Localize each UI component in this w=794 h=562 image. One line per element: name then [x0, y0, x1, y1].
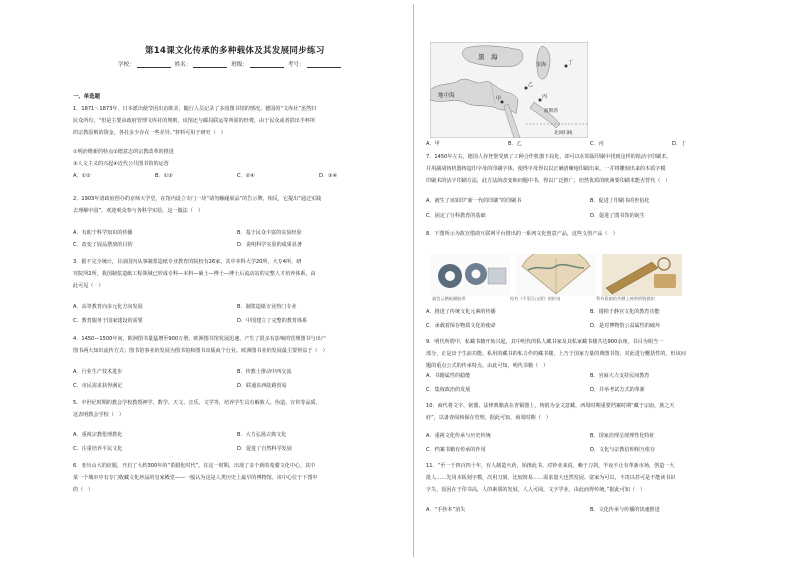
- q4-line-2: 图书两大知识流传方式；图书馆事业的发展为图书馆和图书出版商个行业。欧洲图书业的发展最主要得益于（ ）: [73, 348, 328, 354]
- q8-option-b[interactable]: B．错掉于静宫文化的教育功能: [590, 309, 660, 315]
- map-svg: [430, 42, 588, 138]
- q9-line-1: 9．明代所谓中，私藏书籍开始兴起，其中明代的私人藏书家及其私家藏书楼共达900余座、书目为相当一: [426, 339, 664, 345]
- q2-option-a[interactable]: A．有助于科学知识的传播: [73, 230, 133, 236]
- q1-option-a[interactable]: A．①②: [73, 173, 91, 179]
- question-2: [73, 193, 403, 217]
- q8-image-tape: [430, 254, 510, 296]
- q1-option-b[interactable]: B．①③: [155, 173, 173, 179]
- q3-line-3: 此可见（ ）: [73, 283, 104, 289]
- q2-option-d[interactable]: D．说明科学实验的成果显著: [237, 242, 303, 248]
- q10-option-c[interactable]: C．档案书籍有传承的作用: [426, 447, 486, 453]
- question-9: [426, 336, 760, 372]
- q4-option-c[interactable]: C．市民需求获得满足: [73, 383, 123, 389]
- q7-option-d[interactable]: D．促进了图书馆的诞生: [590, 213, 645, 219]
- q9-option-a[interactable]: A．书籍属性的稳能: [426, 373, 471, 379]
- q5-line-1: 5．中世纪时期的教会学校教授神学、数学、天文、音乐、文学等，培养学生具有解救人、伪造、宣传等品质。: [73, 400, 321, 406]
- q8-caption-2: 绘有《千里江山图》的折扇: [510, 296, 561, 301]
- q7-line-3: 印刷术的活字印刷方法，此方法的改变和问题中书，得以广泛推广，但然优质的欧洲要印刷术能否替代（ ）: [426, 178, 671, 184]
- section-heading: 一、单选题: [73, 94, 100, 100]
- q11-option-a[interactable]: A．“手抄本”消失: [426, 507, 466, 513]
- q6-line-3: 的（ ）: [73, 487, 94, 493]
- label-mediterranean: 地中海: [438, 93, 455, 99]
- q8-caption-3: 利有板箱的苦栖上神兽钥链插扣: [596, 296, 655, 301]
- question-7: [426, 151, 760, 187]
- class-blank[interactable]: [250, 63, 284, 68]
- q1-statement-2: ③人文主义的兴起④近代公共图书馆的运营: [73, 161, 169, 167]
- school-blank[interactable]: [137, 63, 171, 68]
- label-b: 乙: [528, 82, 534, 88]
- label-a: 甲: [496, 96, 502, 102]
- q2-option-c[interactable]: C．改变了展品摆放的目的: [73, 242, 133, 248]
- q9-option-d[interactable]: D．并举考试方式的革新: [590, 387, 645, 393]
- column-divider: [413, 4, 414, 557]
- name-blank[interactable]: [193, 63, 227, 68]
- q7-line-1: 7．1450年左右，德国人谷登堡受到了工种合作机器下局化，却可以在铅版印刷中找到这样的铅活字印刷术，: [426, 154, 672, 160]
- q4-option-b[interactable]: B．传教士推动中西交流: [237, 369, 292, 375]
- q11-line-3: 字失，原因在于印书高，人的素质的发展，人人可阅，文字学业，由此而得传统。”据此可知（ ）: [426, 487, 646, 493]
- question-1: [73, 103, 403, 139]
- label-c: 丙: [542, 94, 548, 100]
- q4-line-1: 4．1450—1500年间，欧洲图书量猛增至900万册，欧洲图书馆发展迅速，产生了很多有影响的管理图书与出产: [73, 336, 326, 342]
- q8-image-fan: [516, 254, 596, 296]
- fan-illustration: [516, 254, 596, 296]
- q11-line-2: 批人……先用木板刻字模，次用刀刻，比较简易……需求量大也然发展、富家为可以，不贵以甚可是不能读书识: [426, 475, 676, 481]
- q7-option-a[interactable]: A．被生了该铅印“新一代的印刷”的印刷书: [426, 198, 522, 204]
- q4-option-a[interactable]: A．行业生产技术进步: [73, 369, 123, 375]
- q10-option-b[interactable]: B．国家治理呈现理性化特征: [590, 433, 655, 439]
- label-tropic: 北回归线: [554, 131, 573, 136]
- tape-roll-core-1: [445, 271, 455, 281]
- q5-option-c[interactable]: C．注重培养平民文化: [73, 446, 123, 452]
- ancient-mediterranean-map: [430, 42, 588, 138]
- q10-option-d[interactable]: D．文化与宗教信仰相互依存: [590, 447, 656, 453]
- q6-option-d[interactable]: D．丁: [672, 141, 687, 147]
- q1-line-1: 1．1871～1873年，日本派出使节团出访欧美，随行人员记录了多国图书馆的情况。德国的“文库社”虽然归: [73, 106, 317, 112]
- q10-line-2: 府”，以备查阅和保存管理。据此可知，商周时期（ ）: [426, 415, 551, 421]
- tape-illustration: [430, 254, 510, 296]
- q6-option-c[interactable]: C．丙: [590, 141, 604, 147]
- q8-option-a[interactable]: A．推进了传统文化元素的传播: [426, 309, 496, 315]
- q7-option-c[interactable]: C．固定了分科教育的基础: [426, 213, 486, 219]
- label-d: 丁: [568, 60, 574, 66]
- keychain-charm: [654, 274, 676, 288]
- question-10: [426, 400, 760, 424]
- q5-option-d[interactable]: D．促进了自然科学发展: [237, 446, 292, 452]
- q1-option-c[interactable]: C．②④: [237, 173, 255, 179]
- q10-line-1: 10．商代将文字、铭器、法律典籍真在青铜器上，铸销为金文意藏，西周时期重要档案时期“藏于宗庙，族之天: [426, 403, 675, 409]
- q1-line-2: 民众所有，“但是主要由政府管理文库社的规则，该馆还与邮局联运等所需的经费，由于民众或者捐出手杯所: [73, 118, 316, 124]
- question-6: [73, 460, 403, 496]
- q2-option-b[interactable]: B．基于民众丰富的实验经验: [237, 230, 302, 236]
- q6-option-b[interactable]: B．乙: [508, 141, 522, 147]
- q1-line-3: 的宗教原则的资金，各社多少存在一些差异。”材料可用于研究（ ）: [73, 130, 226, 136]
- q2-line-1: 2．1903年清政府创办的京师大学堂，在馆内设立专门一块“请勿触碰展品”的告示牌，相反，它提出“通过实践: [73, 196, 322, 202]
- school-label: 学校：: [118, 62, 135, 68]
- q9-line-2: 部分，正是出于生前功能、私用的藏书的私力作的藏书楼，上乃于国家力量的典图书馆、对此进行概括性的，但该问: [426, 351, 686, 357]
- q7-line-2: 并用副胡铸机器铸造印字母的印刷字体，使得字母得以以正确清晰地印刷出来。一并将雕刻出来的木质字模: [426, 166, 666, 172]
- class-label: 班级：: [231, 62, 248, 68]
- q9-option-b[interactable]: B．官商大力支持民间教育: [590, 373, 650, 379]
- label-caspian: 里海: [536, 62, 547, 68]
- question-11: [426, 460, 760, 496]
- tape-roll-core-2: [472, 270, 481, 279]
- question-4: [73, 333, 403, 357]
- question-8: [426, 228, 760, 240]
- label-gulf: 波斯湾: [544, 109, 558, 114]
- q11-line-1: 11．“至一千四百四十年，有人制造火药，始推此书，对钞业来说，赖于刀剑，半夜不止有革新市场，创造一大: [426, 463, 675, 469]
- q5-line-2: 这表明教会学校（ ）: [73, 412, 124, 418]
- q8-option-c[interactable]: C．承载着保存物质文化的使命: [426, 323, 496, 329]
- q8-image-keychain: [602, 254, 682, 296]
- q3-line-1: 3．据不完全统计，目前国内从事制浆造纸专业教育的院校有26家，其中本科大学20所、大专4所、研: [73, 259, 302, 265]
- q4-option-d[interactable]: D．联通东西陆路贸易: [237, 383, 287, 389]
- exam-no-blank[interactable]: [307, 63, 341, 68]
- page-title: 第14课文化传承的多种载体及其发展同步练习: [145, 46, 325, 56]
- q5-option-b[interactable]: B．大力弘扬古典文化: [237, 432, 287, 438]
- q7-option-b[interactable]: B．促进了印刷书的世俗化: [590, 198, 650, 204]
- q6-option-a[interactable]: A．甲: [426, 141, 440, 147]
- q1-statement-1: ①明治维新的特点②德意志的宗教改革的推进: [73, 149, 174, 155]
- q5-option-a[interactable]: A．重视宗教伦理教化: [73, 432, 123, 438]
- q3-option-a[interactable]: A．高等教育向多元化方向发展: [73, 304, 143, 310]
- q8-line-1: 8．下图所示为故宫借助互联网平台推出的一系列文化创意产品，这些文创产品（ ）: [426, 231, 618, 237]
- q6-line-1: 6．亚历山大的征服，开启了大约300年的“希腊化时代”。在这一时期，出现了多个新的希腊文化中心，其中: [73, 463, 316, 469]
- name-label: 姓名：: [174, 62, 192, 68]
- student-info-line: [118, 60, 343, 68]
- q8-option-d[interactable]: D．是对博物馆公益属性的破坏: [590, 323, 661, 329]
- question-5: [73, 397, 403, 421]
- q8-caption-1: 福宫云鹤纸模胶带: [432, 296, 466, 301]
- q3-option-c[interactable]: C．教育服务于国家建设的需要: [73, 318, 143, 324]
- q10-option-a[interactable]: A．重视文化传承与历史传统: [426, 433, 491, 439]
- q3-option-b[interactable]: B．制浆造纸专业热门专业: [237, 304, 297, 310]
- q9-line-3: 题的重点公式的传承特点。由此可知，明代书籍（ ）: [426, 363, 549, 369]
- q3-option-d[interactable]: D．中国建立了完整的教育体系: [237, 318, 308, 324]
- q9-option-c[interactable]: C．集权政治的发展: [426, 387, 471, 393]
- question-3: [73, 256, 403, 292]
- q6-line-2: 某一个城市中有专门收藏文化珍品的皇家殿堂——一般认为这是人类历史上最早的博物馆。该中心位于下图中: [73, 475, 318, 481]
- tape-box: [488, 268, 506, 284]
- exam-no-label: 考号：: [287, 62, 305, 68]
- q3-line-2: 究院所2所，我国制浆造纸工程领域已形成专科—本科—硕士—博士—博士后流动站的完整人才培养体系。由: [73, 271, 316, 277]
- keychain-illustration: [602, 254, 682, 296]
- q2-line-2: 去理解中国”，欢迎观众参与各科学实验。这一做法（ ）: [73, 208, 203, 214]
- q1-option-d[interactable]: D．③④: [319, 173, 338, 179]
- q11-option-b[interactable]: B．文化传承与传播的快速推进: [590, 507, 660, 513]
- label-black-sea: 黑 海: [478, 53, 498, 61]
